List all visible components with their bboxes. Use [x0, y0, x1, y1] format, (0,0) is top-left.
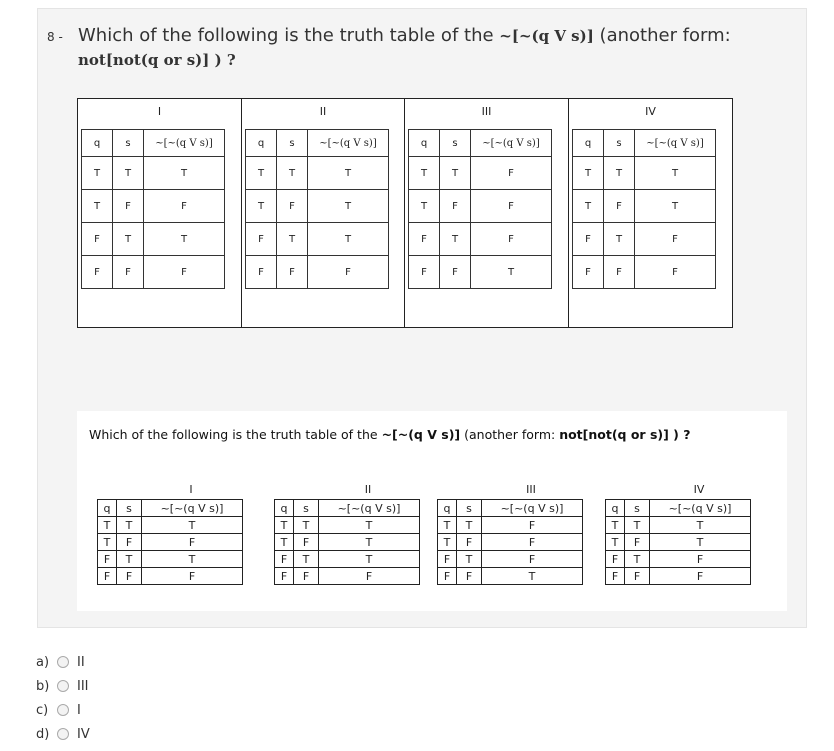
table-row	[438, 568, 583, 585]
table-row	[606, 568, 751, 585]
table-row	[246, 223, 389, 256]
table-row	[246, 157, 389, 190]
table-cell: T	[440, 223, 471, 256]
table-header-cell: s	[440, 130, 471, 157]
table-cell: T	[604, 223, 635, 256]
table-cell: F	[471, 190, 552, 223]
table-header-cell: s	[113, 130, 144, 157]
table-cell: T	[117, 517, 142, 534]
table-row	[246, 256, 389, 289]
radio-button[interactable]	[57, 656, 69, 668]
table-cell: T	[98, 534, 117, 551]
table-cell: T	[606, 534, 625, 551]
table-cell: F	[144, 256, 225, 289]
table-cell: F	[650, 551, 751, 568]
image1-panel-label: II	[319, 105, 327, 118]
table-header-cell: s	[625, 500, 650, 517]
table-cell: T	[438, 534, 457, 551]
table-cell: F	[457, 534, 482, 551]
table-cell: F	[275, 568, 294, 585]
table-row	[573, 223, 716, 256]
radio-button[interactable]	[57, 728, 69, 740]
table-header-cell: ~[~(q V s)]	[635, 130, 716, 157]
table-cell: F	[635, 223, 716, 256]
table-row	[409, 256, 552, 289]
table-row	[98, 551, 243, 568]
table-cell: F	[482, 551, 583, 568]
image1-panel-label: I	[157, 105, 162, 118]
table-header-cell: q	[275, 500, 294, 517]
image1-truth-table	[408, 129, 552, 289]
table-cell: T	[440, 157, 471, 190]
table-cell: F	[482, 517, 583, 534]
table-row	[98, 534, 243, 551]
table-cell: T	[457, 517, 482, 534]
image2-truth-table-2	[274, 499, 420, 585]
image1-panel-1	[78, 99, 242, 327]
table-row	[606, 517, 751, 534]
table-cell: F	[625, 534, 650, 551]
table-cell: F	[440, 190, 471, 223]
table-cell: F	[98, 551, 117, 568]
table-cell: F	[606, 551, 625, 568]
table-header-cell: ~[~(q V s)]	[482, 500, 583, 517]
table-row	[98, 568, 243, 585]
table-cell: F	[409, 256, 440, 289]
table-row	[82, 256, 225, 289]
table-cell: T	[82, 190, 113, 223]
answer-options	[36, 650, 90, 746]
table-header-cell: s	[277, 130, 308, 157]
option-letter: d)	[36, 726, 50, 742]
table-header-cell: ~[~(q V s)]	[308, 130, 389, 157]
table-cell: F	[82, 223, 113, 256]
image1-panel-label: IV	[645, 105, 656, 118]
table-header-cell: s	[457, 500, 482, 517]
table-cell: F	[277, 256, 308, 289]
table-header-cell: q	[438, 500, 457, 517]
table-cell: F	[573, 223, 604, 256]
table-cell: T	[275, 517, 294, 534]
table-cell: F	[625, 568, 650, 585]
table-cell: T	[457, 551, 482, 568]
table-cell: F	[144, 190, 225, 223]
answer-option-4[interactable]	[36, 722, 90, 746]
table-header-cell: q	[82, 130, 113, 157]
table-cell: T	[625, 551, 650, 568]
table-cell: T	[113, 223, 144, 256]
image2-panel-label: III	[526, 483, 536, 496]
question-suffix: ) ?	[209, 51, 236, 69]
table-cell: T	[319, 517, 420, 534]
question-formula: ~[~(q V s)]	[499, 27, 594, 45]
table-row	[438, 517, 583, 534]
table-cell: T	[319, 551, 420, 568]
image1-panel-3	[405, 99, 569, 327]
table-cell: F	[142, 568, 243, 585]
table-cell: F	[471, 157, 552, 190]
table-header-cell: q	[246, 130, 277, 157]
table-cell: F	[98, 568, 117, 585]
table-cell: T	[275, 534, 294, 551]
table-row	[606, 551, 751, 568]
truth-table-image-2	[77, 411, 787, 611]
table-cell: T	[482, 568, 583, 585]
image2-title-formula: ~[~(q V s)]	[381, 427, 461, 442]
table-row	[606, 534, 751, 551]
table-header-cell: s	[117, 500, 142, 517]
image2-truth-table-4	[605, 499, 751, 585]
table-row	[409, 223, 552, 256]
table-row	[98, 517, 243, 534]
table-header-cell: q	[98, 500, 117, 517]
table-cell: T	[409, 157, 440, 190]
table-cell: T	[409, 190, 440, 223]
image1-panel-label: III	[481, 105, 492, 118]
table-cell: F	[142, 534, 243, 551]
table-row	[438, 534, 583, 551]
image2-title-mid: (another form:	[460, 427, 560, 442]
table-cell: F	[246, 256, 277, 289]
image2-title-prefix: Which of the following is the truth table of the	[89, 427, 382, 442]
option-value: I	[77, 702, 81, 718]
table-cell: F	[308, 256, 389, 289]
image2-title-suffix: ) ?	[668, 427, 691, 442]
table-row	[275, 517, 420, 534]
table-cell: T	[650, 534, 751, 551]
table-cell: T	[635, 190, 716, 223]
table-cell: T	[573, 157, 604, 190]
table-row	[82, 190, 225, 223]
table-cell: T	[277, 223, 308, 256]
image2-panel-label: I	[189, 483, 193, 496]
table-cell: T	[294, 551, 319, 568]
table-cell: T	[308, 190, 389, 223]
table-cell: F	[438, 568, 457, 585]
table-cell: T	[82, 157, 113, 190]
table-cell: T	[471, 256, 552, 289]
table-cell: F	[471, 223, 552, 256]
table-cell: T	[113, 157, 144, 190]
image1-panel-2	[242, 99, 405, 327]
table-row	[409, 157, 552, 190]
table-cell: T	[650, 517, 751, 534]
answer-option-2[interactable]	[36, 674, 90, 698]
option-value: II	[77, 654, 85, 670]
table-header-cell: ~[~(q V s)]	[650, 500, 751, 517]
table-row	[573, 256, 716, 289]
image2-panel-label: IV	[693, 483, 705, 496]
table-cell: T	[294, 517, 319, 534]
image1-truth-table	[245, 129, 389, 289]
table-header-cell: ~[~(q V s)]	[471, 130, 552, 157]
table-cell: F	[117, 534, 142, 551]
table-cell: T	[142, 551, 243, 568]
question-text	[78, 24, 788, 72]
question-number: 8 -	[47, 30, 63, 44]
table-cell: T	[117, 551, 142, 568]
table-cell: F	[409, 223, 440, 256]
table-row	[82, 157, 225, 190]
table-cell: F	[482, 534, 583, 551]
table-cell: T	[98, 517, 117, 534]
table-row	[438, 551, 583, 568]
table-row	[573, 190, 716, 223]
table-cell: F	[606, 568, 625, 585]
table-header-cell: s	[604, 130, 635, 157]
table-cell: F	[113, 256, 144, 289]
table-cell: F	[440, 256, 471, 289]
table-cell: F	[635, 256, 716, 289]
table-cell: T	[604, 157, 635, 190]
table-cell: F	[294, 534, 319, 551]
table-row	[275, 534, 420, 551]
table-header-cell: q	[606, 500, 625, 517]
table-cell: F	[319, 568, 420, 585]
image2-title-alt: not[not(q or s)]	[559, 427, 669, 442]
question-alt-form: not[not(q or s)]	[78, 51, 210, 69]
table-header-cell: ~[~(q V s)]	[319, 500, 420, 517]
question-prefix: Which of the following is the truth table of the	[78, 25, 500, 46]
image1-truth-table	[572, 129, 716, 289]
table-cell: T	[573, 190, 604, 223]
radio-button[interactable]	[57, 704, 69, 716]
table-cell: T	[319, 534, 420, 551]
table-cell: T	[246, 190, 277, 223]
table-cell: T	[144, 157, 225, 190]
table-cell: T	[606, 517, 625, 534]
image2-truth-table-1	[97, 499, 243, 585]
table-cell: F	[246, 223, 277, 256]
table-cell: F	[113, 190, 144, 223]
table-cell: F	[275, 551, 294, 568]
table-header-cell: q	[409, 130, 440, 157]
table-cell: F	[604, 256, 635, 289]
table-row	[573, 157, 716, 190]
table-row	[82, 223, 225, 256]
table-cell: F	[117, 568, 142, 585]
table-cell: T	[625, 517, 650, 534]
table-cell: F	[438, 551, 457, 568]
table-row	[275, 568, 420, 585]
table-header-cell: ~[~(q V s)]	[142, 500, 243, 517]
table-cell: F	[457, 568, 482, 585]
table-cell: T	[308, 157, 389, 190]
table-cell: T	[438, 517, 457, 534]
table-cell: F	[277, 190, 308, 223]
table-header-cell: s	[294, 500, 319, 517]
table-cell: F	[82, 256, 113, 289]
answer-option-1[interactable]	[36, 650, 90, 674]
table-cell: T	[144, 223, 225, 256]
image1-truth-table	[81, 129, 225, 289]
option-letter: b)	[36, 678, 50, 694]
image2-truth-table-3	[437, 499, 583, 585]
image2-title	[89, 427, 690, 442]
table-cell: T	[142, 517, 243, 534]
table-row	[275, 551, 420, 568]
table-row	[409, 190, 552, 223]
image1-panel-4	[569, 99, 732, 327]
option-letter: c)	[36, 702, 49, 718]
table-cell: F	[650, 568, 751, 585]
image2-panel-label: II	[364, 483, 372, 496]
table-cell: F	[573, 256, 604, 289]
table-cell: T	[308, 223, 389, 256]
truth-table-image-1	[77, 98, 733, 328]
table-cell: T	[635, 157, 716, 190]
table-cell: F	[604, 190, 635, 223]
answer-option-3[interactable]	[36, 698, 90, 722]
option-letter: a)	[36, 654, 50, 670]
table-header-cell: q	[573, 130, 604, 157]
table-cell: T	[277, 157, 308, 190]
option-value: III	[77, 678, 89, 694]
option-value: IV	[77, 726, 90, 742]
radio-button[interactable]	[57, 680, 69, 692]
question-mid: (another form:	[593, 25, 731, 46]
table-header-cell: ~[~(q V s)]	[144, 130, 225, 157]
table-cell: T	[246, 157, 277, 190]
table-row	[246, 190, 389, 223]
table-cell: F	[294, 568, 319, 585]
